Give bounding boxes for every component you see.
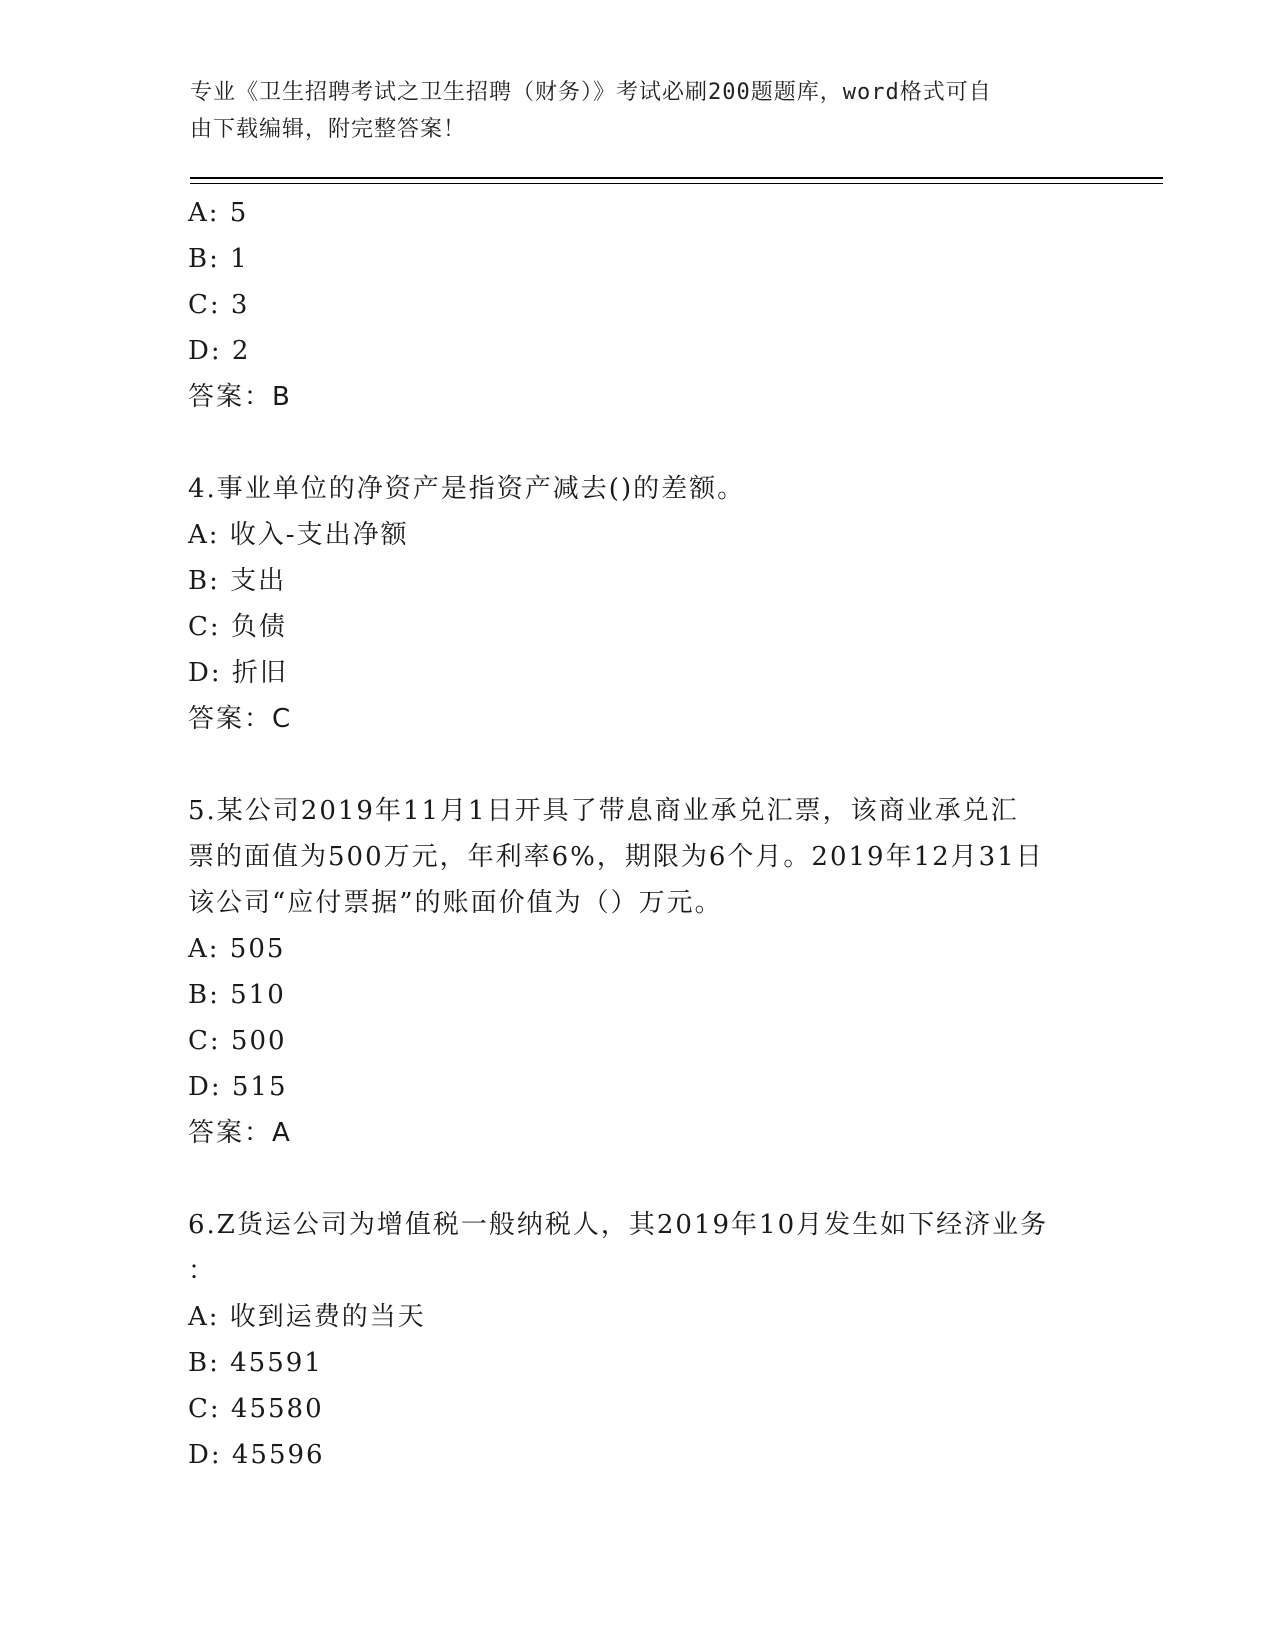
header-divider-thick bbox=[190, 177, 1163, 179]
header-title-line-1: 专业《卫生招聘考试之卫生招聘（财务）》考试必刷200题题库，word格式可自 bbox=[190, 80, 992, 105]
question-4 bbox=[188, 466, 1108, 742]
option-a: A: 收入-支出净额 bbox=[188, 520, 409, 550]
question-5 bbox=[188, 788, 1108, 1156]
option-c: C: 45580 bbox=[188, 1394, 324, 1424]
option-d: D: 515 bbox=[188, 1072, 288, 1102]
answer-line: 答案：B bbox=[188, 382, 292, 412]
option-b: B: 45591 bbox=[188, 1348, 323, 1378]
question-6 bbox=[188, 1202, 1108, 1478]
spacer bbox=[188, 420, 1108, 466]
spacer bbox=[188, 742, 1108, 788]
option-d: D: 2 bbox=[188, 336, 251, 366]
header-divider-thin bbox=[190, 183, 1163, 184]
option-b: B: 510 bbox=[188, 980, 286, 1010]
option-c: C: 负债 bbox=[188, 612, 287, 642]
question-stem-line-3: 该公司“应付票据”的账面价值为（）万元。 bbox=[188, 888, 723, 918]
option-c: C: 500 bbox=[188, 1026, 287, 1056]
spacer bbox=[188, 1156, 1108, 1202]
option-d: D: 45596 bbox=[188, 1440, 325, 1470]
option-b: B: 支出 bbox=[188, 566, 287, 596]
option-c: C: 3 bbox=[188, 290, 250, 320]
option-a: A: 收到运费的当天 bbox=[188, 1302, 426, 1332]
option-d: D: 折旧 bbox=[188, 658, 288, 688]
option-b: B: 1 bbox=[188, 244, 249, 274]
question-stem-line-2: 票的面值为500万元，年利率6%，期限为6个月。2019年12月31日 bbox=[188, 842, 1044, 872]
answer-line: 答案：C bbox=[188, 704, 293, 734]
option-a: A: 5 bbox=[188, 198, 249, 228]
question-stem: 4.事业单位的净资产是指资产减去()的差额。 bbox=[188, 474, 746, 504]
option-a: A: 505 bbox=[188, 934, 286, 964]
question-stem-line-2: ： bbox=[188, 1256, 217, 1286]
question-stem-line-1: 5.某公司2019年11月1日开具了带息商业承兑汇票，该商业承兑汇 bbox=[188, 796, 1019, 826]
header-title-line-2: 由下载编辑，附完整答案！ bbox=[190, 117, 467, 142]
answer-line: 答案：A bbox=[188, 1118, 292, 1148]
document-header bbox=[190, 74, 1090, 148]
question-stem-line-1: 6.Z货运公司为增值税一般纳税人，其2019年10月发生如下经济业务 bbox=[188, 1210, 1049, 1240]
question-3 bbox=[188, 190, 1108, 420]
question-list bbox=[188, 190, 1108, 1478]
